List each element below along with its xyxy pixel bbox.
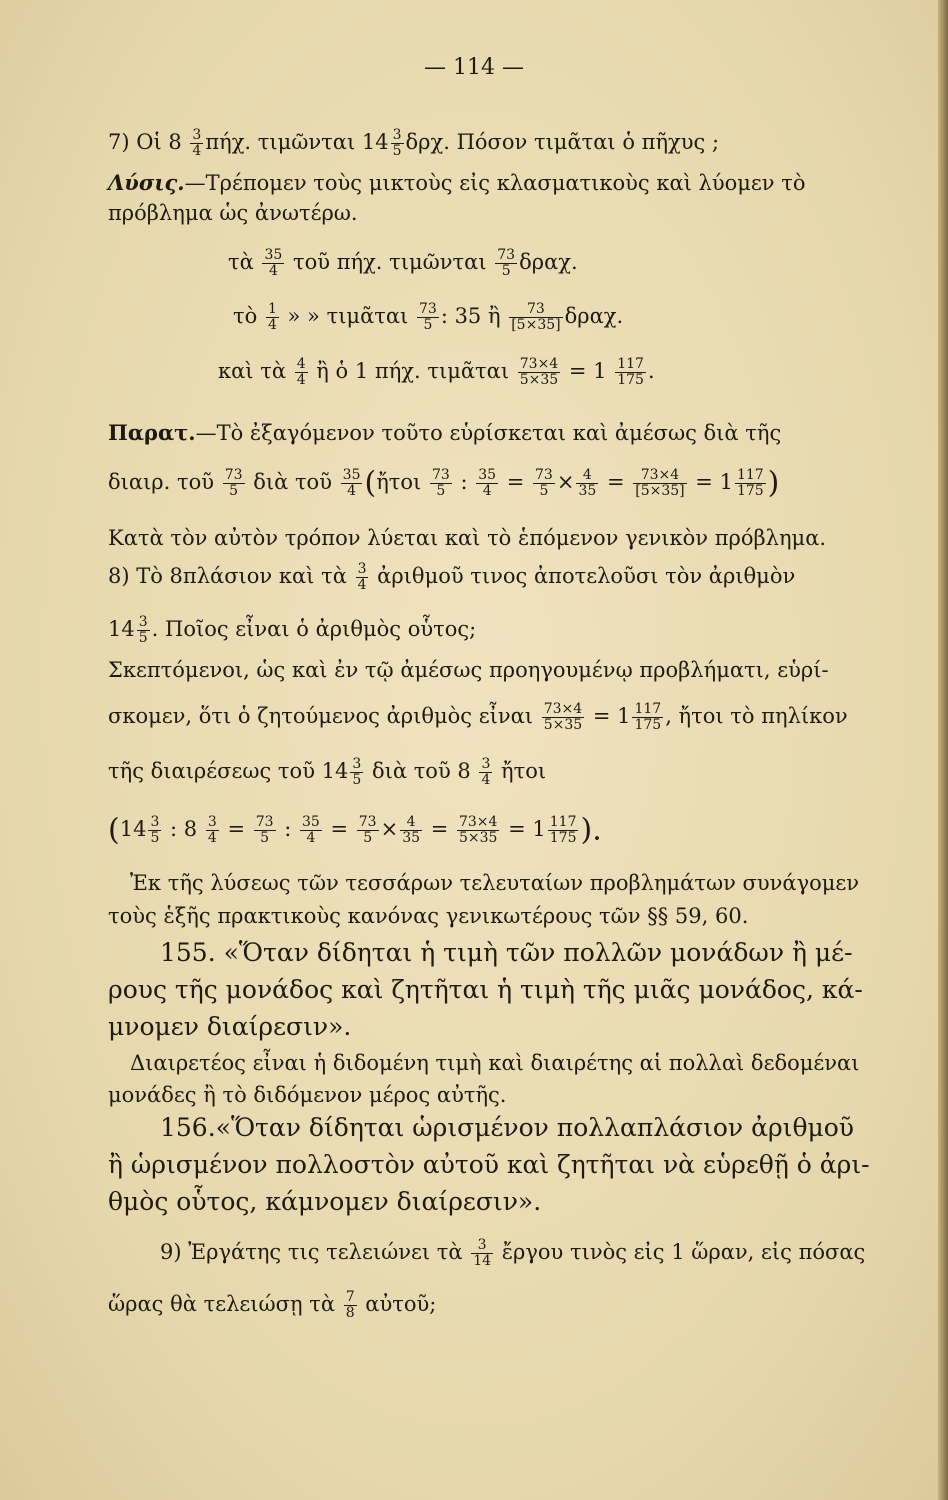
- page-edge: [938, 0, 948, 1500]
- fraction: $\frac{73}{5}$: [224, 467, 243, 499]
- text-line: θμὸς οὗτος, κάμνομεν διαίρεσιν».: [108, 1187, 542, 1216]
- fraction: $\frac{73}{5}$: [255, 814, 274, 846]
- text-line: πρόβλημα ὡς ἀνωτέρω.: [108, 201, 358, 225]
- problem-7-statement: 7) Οἱ 8 $\frac{3}{4}$ πήχ. τιμῶνται 14 $\frac{3}{5}$ δρχ. Πόσον τιμᾶται ὁ πῆχυς ;: [108, 127, 720, 159]
- fraction: $\frac{73}{5}$: [418, 301, 437, 333]
- page-number: — 114 —: [424, 55, 524, 80]
- fraction: $\frac{3}{5}$: [392, 127, 402, 159]
- problem-9-statement: 9) Ἐργάτης τις τελειώνει τὰ $\frac{3}{14}$ ἔργου τινὸς εἰς 1 ὥραν, εἰς πόσας: [160, 1237, 866, 1269]
- fraction: $\frac{73\times 4}{5\times 35}$: [519, 356, 559, 388]
- fraction: $\frac{73\times 4}{[5\times 35]}$: [635, 467, 685, 499]
- fraction: $\frac{3}{14}$: [473, 1237, 492, 1269]
- fraction: $\frac{3}{4}$: [207, 814, 217, 846]
- math-line: τὰ $\frac{35}{4}$ τοῦ πήχ. τιμῶνται $\frac{73}{5}$ δραχ.: [228, 247, 578, 279]
- fraction: $\frac{73\times 4}{5\times 35}$: [458, 814, 498, 846]
- text-line: Σκεπτόμενοι, ὡς καὶ ἐν τῷ ἀμέσως προηγουμένῳ προβλήματι, εὑρί-: [108, 658, 829, 682]
- fraction: $\frac{35}{4}$: [301, 814, 320, 846]
- fraction: $\frac{3}{4}$: [357, 561, 367, 593]
- fraction: $\frac{117}{175}$: [736, 467, 764, 499]
- fraction: $\frac{117}{175}$: [634, 701, 662, 733]
- fraction: $\frac{3}{5}$: [138, 614, 148, 646]
- fraction: $\frac{35}{4}$: [342, 467, 361, 499]
- fraction: $\frac{4}{35}$: [402, 814, 421, 846]
- fraction: $\frac{73}{5}$: [358, 814, 377, 846]
- text-line: 14 $\frac{3}{5}$ . Ποῖος εἶναι ὁ ἀριθμὸς οὗτος;: [108, 614, 477, 646]
- text-line: τοὺς ἑξῆς πρακτικοὺς κανόνας γενικωτέρους τῶν §§ 59, 60.: [108, 904, 749, 928]
- text-line: μονάδες ἢ τὸ διδόμενον μέρος αὐτῆς.: [108, 1083, 507, 1107]
- problem-8-statement: 8) Τὸ 8πλάσιον καὶ τὰ $\frac{3}{4}$ ἀριθμοῦ τινος ἀποτελοῦσι τὸν ἀριθμὸν: [108, 561, 796, 593]
- rule-155: 155. «Ὅταν δίδηται ἡ τιμὴ τῶν πολλῶν μονάδων ἢ μέ-: [160, 938, 853, 967]
- math-line: (14 $\frac{3}{5}$ : 8 $\frac{3}{4}$ = $\frac{73}{5}$ : $\frac{35}{4}$ = $\frac{73}{5}$ × $\frac{4}{35}$ = $\frac{73\times 4}{5\times 35}$ = 1 $\frac{117}{175}$ ).: [108, 812, 602, 848]
- fraction: $\frac{73\times 4}{5\times 35}$: [543, 701, 583, 733]
- text-line: μνομεν διαίρεσιν».: [108, 1012, 352, 1041]
- fraction: $\frac{3}{4}$: [481, 756, 491, 788]
- text-line: Διαιρετέος εἶναι ἡ διδομένη τιμὴ καὶ διαιρέτης αἱ πολλαὶ δεδομέναι: [130, 1051, 860, 1075]
- text-line: Ἐκ τῆς λύσεως τῶν τεσσάρων τελευταίων προβλημάτων συνάγομεν: [130, 871, 860, 895]
- fraction: $\frac{3}{5}$: [150, 814, 160, 846]
- fraction: $\frac{35}{4}$: [478, 467, 497, 499]
- fraction: $\frac{3}{4}$: [192, 127, 202, 159]
- fraction: $\frac{4}{35}$: [578, 467, 597, 499]
- text-line: σκομεν, ὅτι ὁ ζητούμενος ἀριθμὸς εἶναι $\frac{73\times 4}{5\times 35}$ = 1 $\frac{117}{175}$ , ἤτοι τὸ πηλίκον: [108, 701, 848, 733]
- math-line: καὶ τὰ $\frac{4}{4}$ ἢ ὁ 1 πήχ. τιμᾶται $\frac{73\times 4}{5\times 35}$ = 1 $\frac{117}{175}$ .: [218, 356, 655, 388]
- fraction: $\frac{73}{[5\times 35]}$: [511, 301, 561, 333]
- fraction: $\frac{4}{4}$: [296, 356, 306, 388]
- fraction: $\frac{1}{4}$: [267, 301, 277, 333]
- text-line: Κατὰ τὸν αὐτὸν τρόπον λύεται καὶ τὸ ἑπόμενον γενικὸν πρόβλημα.: [108, 526, 827, 550]
- fraction: $\frac{7}{8}$: [345, 1289, 355, 1321]
- fraction: $\frac{73}{5}$: [535, 467, 553, 499]
- solution-line: Λύσις.—Τρέπομεν τοὺς μικτοὺς εἰς κλασματικοὺς καὶ λύομεν τὸ: [108, 170, 806, 195]
- text-line: ἢ ὡρισμένον πολλοστὸν αὐτοῦ καὶ ζητῆται νὰ εὑρεθῇ ὁ ἀρι-: [108, 1150, 870, 1179]
- math-line: διαιρ. τοῦ $\frac{73}{5}$ διὰ τοῦ $\frac{35}{4}$ (ἤτοι $\frac{73}{5}$ : $\frac{35}{4}$ = $\frac{73}{5}$ × $\frac{4}{35}$ = $\frac{73\times 4}{[5\times 35]}$ = 1 $\frac{117}{175}$ ): [108, 465, 780, 501]
- fraction: $\frac{3}{5}$: [352, 756, 362, 788]
- text-line: ὥρας θὰ τελειώσῃ τὰ $\frac{7}{8}$ αὐτοῦ;: [108, 1289, 437, 1321]
- rule-156: 156.«Ὅταν δίδηται ὡρισμένον πολλαπλάσιον ἀριθμοῦ: [160, 1113, 855, 1142]
- remark-line: Παρατ.—Τὸ ἐξαγόμενον τοῦτο εὑρίσκεται καὶ ἀμέσως διὰ τῆς: [108, 420, 782, 445]
- text-line: τῆς διαιρέσεως τοῦ 14 $\frac{3}{5}$ διὰ τοῦ 8 $\frac{3}{4}$ ἤτοι: [108, 756, 547, 788]
- fraction: $\frac{73}{5}$: [431, 467, 450, 499]
- fraction: $\frac{117}{175}$: [617, 356, 644, 388]
- text-line: ρους τῆς μονάδος καὶ ζητῆται ἡ τιμὴ τῆς μιᾶς μονάδος, κά-: [108, 975, 863, 1004]
- fraction: $\frac{73}{5}$: [497, 247, 516, 279]
- fraction: $\frac{35}{4}$: [264, 247, 283, 279]
- math-line: τὸ $\frac{1}{4}$ » » τιμᾶται $\frac{73}{5}$ : 35 ἢ $\frac{73}{[5\times 35]}$ δραχ.: [233, 301, 624, 333]
- fraction: $\frac{117}{175}$: [549, 814, 577, 846]
